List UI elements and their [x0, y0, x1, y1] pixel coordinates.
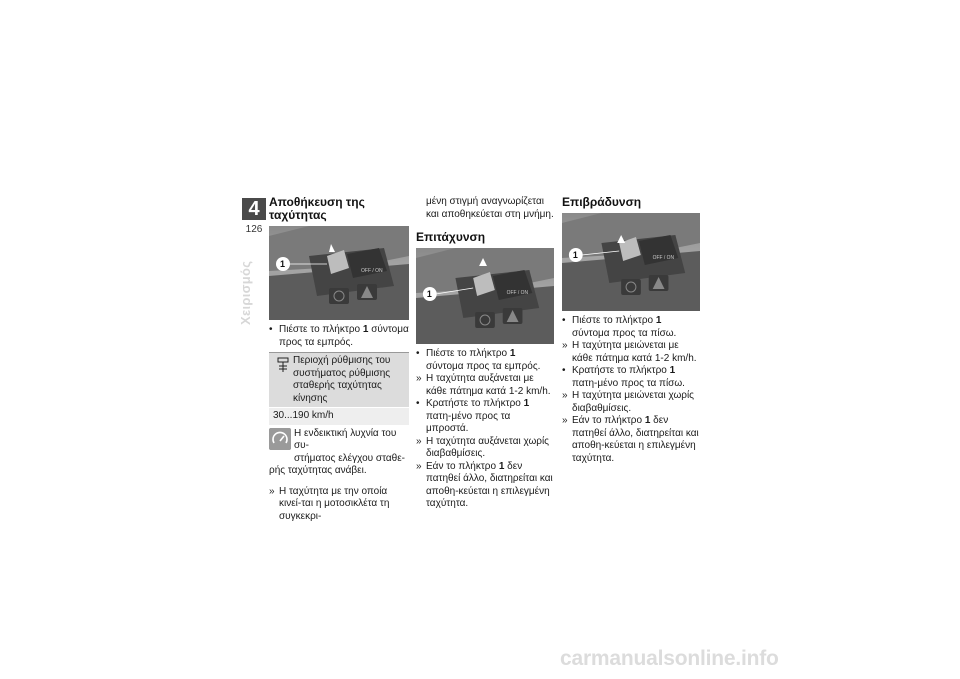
list-item: » Εάν το πλήκτρο 1 δεν πατηθεί άλλο, διατηρείται και αποθη-κεύεται η επιλεγμένη ταχύτητα. [562, 415, 699, 464]
column-acceleration [416, 196, 554, 511]
handlebar-switch-photo [269, 226, 409, 320]
list-item: • Πιέστε το πλήκτρο 1 σύντομα προς τα εμπρός. [416, 348, 541, 372]
continued-text: μένη στιγμή αναγνωρίζεται και αποθηκεύεται στη μνήμη. [426, 196, 554, 220]
list-item: » Η ταχύτητα αυξάνεται με κάθε πάτημα κατά 1-2 km/h. [416, 373, 551, 397]
list-item: • Πιέστε το πλήκτρο 1 σύντομα προς τα εμπρός. [269, 324, 409, 348]
table-row-value: 30...190 km/h [269, 407, 409, 425]
list-item: • Κρατήστε το πλήκτρο 1 πατη-μένο προς τα μπροστά. [416, 398, 530, 434]
note-line: ρής ταχύτητας ανάβει. [269, 465, 367, 476]
off-on-label: OFF / ON [361, 268, 383, 274]
off-on-label: OFF / ON [506, 290, 528, 297]
store-results [269, 486, 409, 524]
indicator-note [269, 428, 409, 478]
deceleration-steps [562, 315, 700, 465]
table-row-header [269, 353, 409, 407]
chapter-side-title: Χειρισμός [238, 260, 253, 325]
chapter-number-badge: 4 [242, 198, 266, 220]
callout-1: 1 [280, 259, 286, 269]
heading-store-speed: Αποθήκευση της ταχύτητας [269, 195, 365, 222]
range-description: Περιοχή ρύθμισης του συστήματος ρύθμισης σταθερής ταχύτητας κίνησης [293, 355, 391, 404]
heading-deceleration: Επιβράδυνση [562, 195, 642, 209]
store-steps [269, 324, 409, 349]
callout-1: 1 [572, 249, 578, 261]
list-item: • Κρατήστε το πλήκτρο 1 πατη-μένο προς τα πίσω. [562, 365, 685, 389]
callout-1: 1 [426, 288, 432, 300]
list-item: » Η ταχύτητα με την οποία κινεί-ται η μοτοσικλέτα τη συγκεκρι- [269, 485, 390, 522]
cruise-indicator-icon [269, 428, 291, 450]
heading-acceleration: Επιτάχυνση [416, 230, 486, 244]
handlebar-switch-photo [562, 213, 700, 311]
list-item: • Πιέστε το πλήκτρο 1 σύντομα προς τα πίσω. [562, 315, 677, 339]
list-item: » Η ταχύτητα αυξάνεται χωρίς διαβαθμίσεις. [416, 435, 549, 459]
page-number: 126 [245, 224, 263, 235]
column-deceleration [562, 196, 700, 465]
list-item: » Η ταχύτητα μειώνεται χωρίς διαβαθμίσεις. [562, 390, 695, 414]
settings-range-icon [275, 356, 291, 376]
column-store-speed [269, 196, 409, 523]
list-item: » Η ταχύτητα μειώνεται με κάθε πάτημα κατά 1-2 km/h. [562, 340, 697, 364]
note-line: Η ενδεικτική λυχνία του συ- [294, 427, 397, 451]
list-item: » Εάν το πλήκτρο 1 δεν πατηθεί άλλο, διατηρείται και αποθη-κεύεται η επιλεγμένη ταχύτητα. [416, 460, 553, 509]
note-line: στήματος ελέγχου σταθε- [294, 452, 406, 464]
setting-range-table [269, 352, 409, 425]
off-on-label: OFF / ON [652, 255, 674, 262]
acceleration-steps [416, 348, 554, 511]
handlebar-switch-photo [416, 248, 554, 344]
watermark: carmanualsonline.info [560, 647, 779, 670]
